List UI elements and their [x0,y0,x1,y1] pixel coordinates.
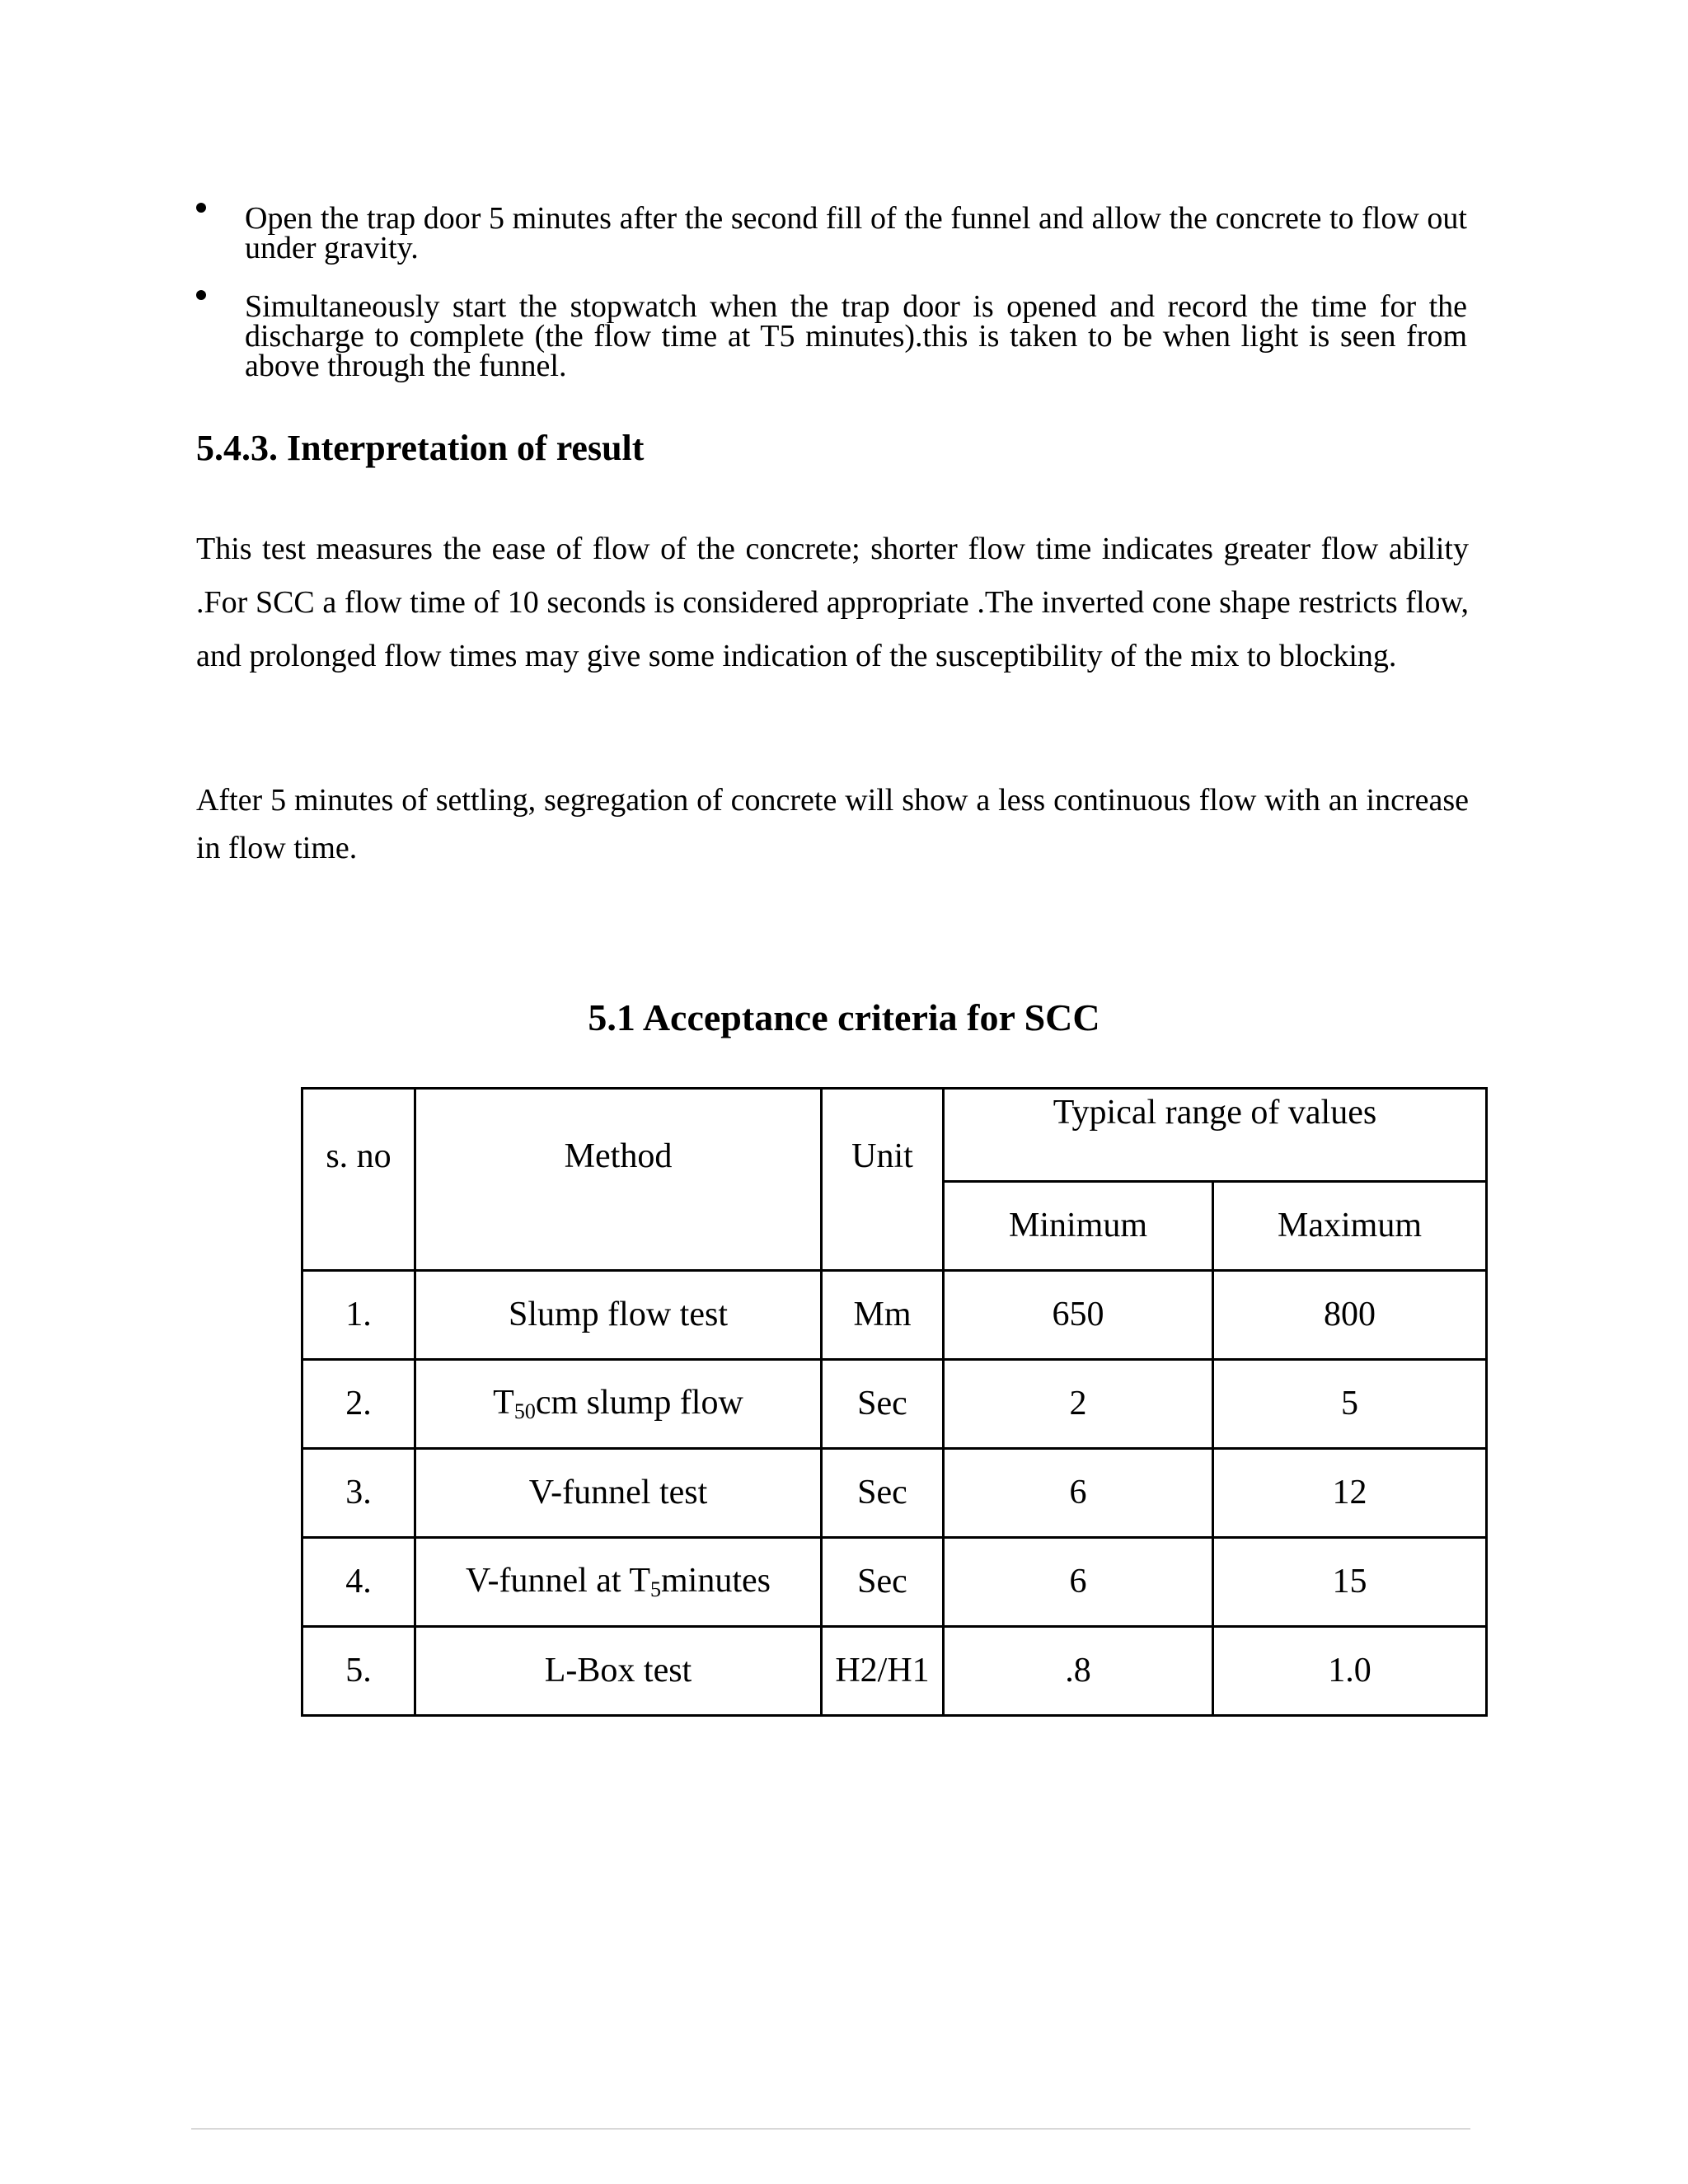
cell-method [415,1359,822,1448]
table-subheader-row [302,1181,1487,1270]
method-subscript: 50 [513,1399,536,1423]
table-caption: 5.1 Acceptance criteria for SCC [588,996,1100,1038]
header-sno: s. no [302,1089,415,1182]
cell-unit: H2/H1 [822,1626,944,1715]
cell-sno: 1. [302,1270,415,1359]
cell-unit: Mm [822,1270,944,1359]
header-empty-cell [302,1181,415,1270]
table-row [302,1359,1487,1448]
cell-max: 800 [1213,1270,1487,1359]
cell-method: V-funnel test [415,1448,822,1537]
bullet-marker [196,290,206,300]
cell-method [415,1537,822,1626]
bullet-item: Open the trap door 5 minutes after the second fill of the funnel and allow the concrete to flow out under gravity. [245,201,1467,265]
footer-divider [191,2128,1470,2130]
header-typical-range: Typical range of values [944,1089,1487,1182]
cell-min: 6 [944,1448,1213,1537]
cell-sno: 4. [302,1537,415,1626]
cell-method: Slump flow test [415,1270,822,1359]
table-row [302,1537,1487,1626]
section-heading: 5.4.3. Interpretation of result [196,428,645,468]
method-text: cm slump flow [535,1384,743,1422]
method-text: T [493,1384,514,1422]
cell-unit: Sec [822,1537,944,1626]
table-row [302,1448,1487,1537]
bullet-item: Simultaneously start the stopwatch when the trap door is opened and record the time for the discharge to complete (the flow time at T5 minutes).this is taken to be when light is seen from above through the funnel. [245,289,1467,383]
cell-unit: Sec [822,1359,944,1448]
header-method: Method [415,1089,822,1182]
cell-sno: 5. [302,1626,415,1715]
cell-sno: 2. [302,1359,415,1448]
cell-min: 650 [944,1270,1213,1359]
cell-min: 2 [944,1359,1213,1448]
cell-unit: Sec [822,1448,944,1537]
table-row [302,1270,1487,1359]
table-header-row [302,1089,1487,1182]
header-empty-cell [415,1181,822,1270]
paragraph: This test measures the ease of flow of the concrete; shorter flow time indicates greater flow ability .For SCC a flow time of 10 seconds is considered appropriate .The inverted cone shape restricts flow, and prolonged flow times may give some indication of the susceptibility of the mix to blocking. [196,532,1469,673]
method-text: V-funnel at T [466,1562,650,1600]
cell-max: 15 [1213,1537,1487,1626]
acceptance-criteria-table [301,1087,1488,1717]
header-unit: Unit [822,1089,944,1182]
paragraph: After 5 minutes of settling, segregation of concrete will show a less continuous flow with an increase in flow time. [196,783,1469,865]
header-maximum: Maximum [1213,1181,1487,1270]
cell-min: 6 [944,1537,1213,1626]
cell-method: L-Box test [415,1626,822,1715]
method-subscript: 5 [649,1577,661,1601]
cell-max: 1.0 [1213,1626,1487,1715]
cell-max: 5 [1213,1359,1487,1448]
cell-sno: 3. [302,1448,415,1537]
table-row [302,1626,1487,1715]
header-empty-cell [822,1181,944,1270]
bullet-marker [196,203,206,213]
header-minimum: Minimum [944,1181,1213,1270]
method-text: minutes [660,1562,771,1600]
cell-max: 12 [1213,1448,1487,1537]
cell-min: .8 [944,1626,1213,1715]
